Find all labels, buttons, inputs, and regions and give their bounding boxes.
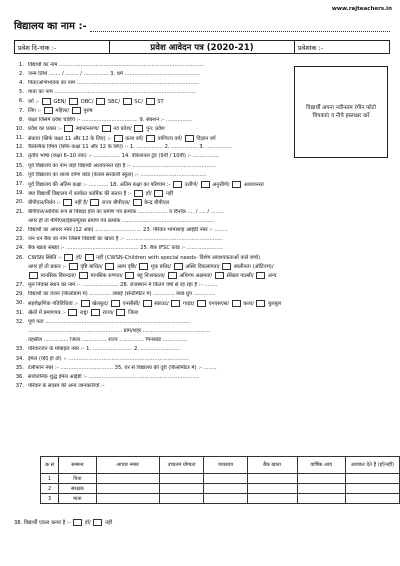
family-table-column-header: बैंक खाता xyxy=(247,457,297,474)
row-text[interactable]: वर्ग :- GEN/ OBC/ SBC/ SC/ ST xyxy=(28,98,164,105)
single-girl-question: 38. विद्यार्थी एकल कन्या है :- हाँ/ नहीं xyxy=(14,520,113,526)
row-number: 31. xyxy=(15,309,24,316)
row-number: 2. xyxy=(19,70,24,77)
checkbox[interactable] xyxy=(134,125,143,132)
form-row xyxy=(14,198,390,207)
checkbox[interactable] xyxy=(125,272,134,279)
table-input-cell[interactable] xyxy=(345,474,399,484)
form-row xyxy=(14,290,390,299)
checkbox[interactable] xyxy=(173,181,182,188)
family-table-header xyxy=(41,457,400,474)
school-name-line[interactable] xyxy=(90,23,390,32)
row-number: 32. xyxy=(15,318,24,325)
row-text[interactable]: पूर्ण पता ........................................................................................ xyxy=(28,318,191,325)
checkbox[interactable] xyxy=(72,107,81,114)
table-row xyxy=(41,494,400,504)
form-row xyxy=(14,170,390,179)
row-number: 20. xyxy=(15,199,24,206)
row-text[interactable]: बीपीएल/आर्थिक रूप से पिछड़ा होने का प्रमाण पत्र क्रमांक .................. व दिनांक .... / .... / ........ xyxy=(28,208,225,215)
row-number: 26. xyxy=(15,254,24,261)
form-title: प्रवेश आवेदन पत्र (2020-21) xyxy=(110,40,294,54)
row-number: 22. xyxy=(15,226,24,233)
form-row xyxy=(14,78,390,87)
form-row xyxy=(14,124,390,133)
row-number: 19. xyxy=(15,190,24,197)
row-number: 7. xyxy=(19,107,24,114)
form-row xyxy=(14,179,390,188)
form-row xyxy=(14,69,390,78)
table-input-cell[interactable] xyxy=(204,484,247,494)
row-number: 16. xyxy=(15,171,24,178)
row-text[interactable]: जन्म तिथि ....... / ........ / ............... 3. धर्म .............................................. xyxy=(28,70,201,77)
row-number: 10. xyxy=(15,125,24,132)
row-number: 8. xyxy=(19,116,24,123)
row-text[interactable]: तहसील ............... जिला ............... राज्य ............... पिनकोड ............... xyxy=(28,337,188,344)
row-number: 27. xyxy=(15,282,24,289)
checkbox[interactable] xyxy=(111,300,120,307)
checkbox[interactable] xyxy=(232,300,241,307)
checkbox[interactable] xyxy=(73,519,82,526)
table-cell: 3 xyxy=(41,494,59,504)
row-number: 34. xyxy=(15,355,24,362)
form-row xyxy=(14,317,390,326)
checkbox[interactable] xyxy=(168,272,177,279)
row-number: 37. xyxy=(15,383,24,390)
row-text[interactable]: परिवार के सदस्य की अन्य जानकारियाँ :- xyxy=(28,383,105,390)
table-input-cell[interactable] xyxy=(204,494,247,504)
table-input-cell[interactable] xyxy=(345,484,399,494)
row-text[interactable]: अगर हाँ तो प्रकार :- दृष्टि बाधित/ अल्प दृष्टि/ मूक बधिर/ अस्थि विकलांगता/ स्वलीनता (ऑटिज्म)/ xyxy=(28,264,274,271)
form-row xyxy=(14,143,390,152)
checkbox[interactable] xyxy=(174,263,183,270)
checkbox[interactable] xyxy=(134,190,143,197)
row-text[interactable]: माता का नाम ...................................................................................... xyxy=(28,89,197,96)
family-table-column-header: आधार नम्बर xyxy=(96,457,159,474)
checkbox[interactable] xyxy=(232,181,241,188)
checkbox[interactable] xyxy=(116,309,125,316)
form-row xyxy=(14,382,390,391)
row-number: 11. xyxy=(15,135,24,142)
checkbox[interactable] xyxy=(133,199,142,206)
checkbox[interactable] xyxy=(105,263,114,270)
checkbox[interactable] xyxy=(171,300,180,307)
table-input-cell[interactable] xyxy=(345,494,399,504)
family-table-column-header: आयकर देते हैं (हाँ/नहीं) xyxy=(345,457,399,474)
form-row xyxy=(14,207,390,216)
row-text[interactable]: तृतीय भाषा (कक्षा 6–10 तक) :- ................ 14. वोकेशनल ट्रेड (9वीं / 10वीं) :- ................ xyxy=(28,153,220,160)
checkbox[interactable] xyxy=(114,135,123,142)
checkbox[interactable] xyxy=(185,135,194,142)
form-row xyxy=(14,189,390,198)
checkbox[interactable] xyxy=(197,300,206,307)
row-text[interactable]: ......................................................... ग्राम/शहर ......................................... xyxy=(28,328,211,335)
table-input-cell[interactable] xyxy=(247,494,297,504)
checkbox[interactable] xyxy=(222,263,231,270)
table-input-cell[interactable] xyxy=(96,474,159,484)
row-text[interactable]: विद्यार्थी का आधार नंबर (12 अंक) ............................ 23. परिवार भामाशाह आईडी नंबर :- ........ xyxy=(28,226,228,233)
checkbox[interactable] xyxy=(85,254,94,261)
row-number: 23. xyxy=(15,236,24,243)
checkbox[interactable] xyxy=(29,272,38,279)
row-text[interactable]: लिंग :- महिला/ पुरुष xyxy=(28,108,93,115)
checkbox[interactable] xyxy=(146,98,155,105)
row-text[interactable]: अगर हाँ तो बीपीएल/ईडब्ल्यूएस प्रमाण पत्र क्रमांक ........................................................ xyxy=(28,217,215,224)
table-input-cell[interactable] xyxy=(297,494,345,504)
row-number: 17. xyxy=(15,181,24,188)
row-text[interactable]: परिवारजन के मोबाइल नंबर :- 1. ........................ 2. ........................ xyxy=(28,346,181,353)
form-row xyxy=(14,372,390,381)
checkbox[interactable] xyxy=(42,98,51,105)
form-row xyxy=(14,354,390,363)
table-input-cell[interactable] xyxy=(297,474,345,484)
checkbox[interactable] xyxy=(91,309,100,316)
form-row xyxy=(14,244,390,253)
row-text[interactable]: मानसिक विमन्दता/ मानसिक रुग्णता/ बहु निःशक्तता/ अधिगम अक्षमता/ सेरेब्रल पाल्सी/ अन्य xyxy=(28,272,390,279)
row-number: 1. xyxy=(19,61,24,68)
form-row xyxy=(14,262,390,271)
row-text[interactable]: पूर्व विद्यालय का शाला दर्पण कोड (केवल सरकारी स्कूल) :- ........................................ xyxy=(28,171,207,178)
row-number: 21. xyxy=(15,208,24,215)
form-row xyxy=(14,60,390,69)
row-number: 24. xyxy=(15,245,24,252)
row-text[interactable]: विद्यार्थी का नाम ........................................................................................ xyxy=(28,61,205,68)
checkbox[interactable] xyxy=(146,135,155,142)
row-number: 35. xyxy=(15,364,24,371)
photo-box: विद्यार्थी अपना नवीनतम रंगीन फोटो चिपकाएं व नीचे हस्ताक्षर करें xyxy=(294,66,388,158)
form-row xyxy=(14,106,390,115)
form-row xyxy=(14,161,390,170)
checkbox[interactable] xyxy=(64,254,73,261)
checkbox[interactable] xyxy=(64,125,73,132)
row-number: 30. xyxy=(15,300,24,307)
row-text[interactable]: खेलों में प्रमाणपत्र :- राष्ट्र/ राज्य/ जिला xyxy=(28,310,139,317)
checkbox[interactable] xyxy=(90,199,99,206)
form-row xyxy=(14,97,390,106)
row-text[interactable]: क्या विद्यार्थी विद्यालय में कार्यरत कार्मिक की संतान है :- हाँ/ नहीं xyxy=(28,190,173,197)
form-row xyxy=(14,235,390,244)
row-text[interactable]: CWSN स्थिति :- हाँ/ नहीं (CWSN-Children with special needs- विशेष आवश्यकताओं वाले बच्चे) xyxy=(28,255,261,262)
family-table-column-header: व्यवसाय xyxy=(204,457,247,474)
form-row xyxy=(14,336,390,345)
row-text[interactable]: सार्वजनिक शुद्ध ईमेल आईडी :- ................................................................... xyxy=(28,373,199,380)
table-cell: 2 xyxy=(41,484,59,494)
table-input-cell[interactable] xyxy=(159,484,204,494)
table-cell: संरक्षक xyxy=(59,484,96,494)
form-row xyxy=(14,281,390,290)
row-number: 5. xyxy=(19,89,24,96)
row-text[interactable]: बैंक खाता संख्या :- ............................................ 25. बैंक IFSC कोड :- ...................... xyxy=(28,245,223,252)
row-text[interactable]: मूल निवास स्थान का नाम :- ...................... 28. राजस्थान में कितने वर्षो से रह रहा है :- ........ xyxy=(28,282,218,289)
row-text[interactable]: कक्षा जिसमें प्रवेश चाहिये :- .................................. 9. सेक्शन :- ................ xyxy=(28,116,193,123)
table-row xyxy=(41,484,400,494)
checkbox[interactable] xyxy=(143,300,152,307)
checkbox[interactable] xyxy=(256,272,265,279)
checkbox[interactable] xyxy=(69,263,78,270)
school-name-field xyxy=(14,18,390,32)
form-row xyxy=(14,363,390,372)
form-row xyxy=(14,225,390,234)
checkbox[interactable] xyxy=(123,98,132,105)
form-header xyxy=(14,40,390,54)
form-row xyxy=(14,308,390,317)
checkbox[interactable] xyxy=(63,199,72,206)
row-text[interactable]: जन धन बैंक का नाम जिसमें विद्यार्थी का खाता है :- ........................................................... xyxy=(28,236,223,243)
admission-date-box[interactable]: प्रवेश दि-नांक :- xyxy=(14,40,110,54)
row-text[interactable]: पिता/अभिभावक का नाम .......................................................................... xyxy=(28,79,199,86)
table-input-cell[interactable] xyxy=(96,494,159,504)
checkbox[interactable] xyxy=(102,125,111,132)
row-text[interactable]: प्रवेश का प्रकार :- स्थानान्तरण/ नव प्रवेश/ पुन: प्रवेश xyxy=(28,126,165,133)
checkbox[interactable] xyxy=(93,519,102,526)
table-cell: 1 xyxy=(41,474,59,484)
checkbox[interactable] xyxy=(154,190,163,197)
family-table-column-header: क्र सं xyxy=(41,457,59,474)
form-row xyxy=(14,216,390,225)
checkbox[interactable] xyxy=(201,181,210,188)
table-input-cell[interactable] xyxy=(159,474,204,484)
checkbox[interactable] xyxy=(79,272,88,279)
row-text[interactable]: संकाय (सिर्फ कक्षा 11 और 12 के लिए) :- कला वर्ग/ वाणिज्य वर्ग/ विज्ञान वर्ग xyxy=(28,135,216,142)
row-number: 12. xyxy=(15,144,24,151)
family-table-column-header: सम्बन्ध xyxy=(59,457,96,474)
row-number: 4. xyxy=(19,79,24,86)
form-row xyxy=(14,88,390,97)
table-cell: पिता xyxy=(59,474,96,484)
table-input-cell[interactable] xyxy=(159,494,204,504)
row-number: 29. xyxy=(15,291,24,298)
form-rows xyxy=(14,60,390,391)
table-input-cell[interactable] xyxy=(96,484,159,494)
form-row xyxy=(14,299,390,308)
table-input-cell[interactable] xyxy=(247,474,297,484)
form-row xyxy=(14,134,390,143)
row-number: 36. xyxy=(15,373,24,380)
checkbox[interactable] xyxy=(68,309,77,316)
row-number: 15. xyxy=(15,162,24,169)
checkbox[interactable] xyxy=(81,300,90,307)
table-input-cell[interactable] xyxy=(204,474,247,484)
row-number: 13. xyxy=(15,153,24,160)
table-row xyxy=(41,474,400,484)
row-text[interactable]: टेलीफोन नंबर :- ................................ 35. घर से विद्यालय की दूरी (किलोमीटर में) :- ........ xyxy=(28,364,217,371)
row-text[interactable]: विद्यार्थी का वजन (किलोग्राम में) ............. लंबाई (सेन्टीमीटर में) ............. ब्लड ग्रुप ............. xyxy=(28,291,216,298)
row-number: 33. xyxy=(15,346,24,353)
row-text[interactable]: ईमेल (यदि हो तो) :- ......................................................................... xyxy=(28,355,189,362)
row-number: 6. xyxy=(19,98,24,105)
form-row xyxy=(14,115,390,124)
site-url: www.rajteachers.in xyxy=(331,6,392,12)
family-table-column-header: वार्षिक आय xyxy=(297,457,345,474)
checkbox[interactable] xyxy=(139,263,148,270)
form-row xyxy=(14,326,390,335)
school-name-label: विद्यालय का नाम :- xyxy=(14,21,87,32)
family-table-column-header: उच्चतम योग्यता xyxy=(159,457,204,474)
checkbox[interactable] xyxy=(256,300,265,307)
checkbox[interactable] xyxy=(215,272,224,279)
table-cell: माता xyxy=(59,494,96,504)
form-row xyxy=(14,345,390,354)
form-row xyxy=(14,253,390,262)
table-input-cell[interactable] xyxy=(297,484,345,494)
row-text[interactable]: सहशैक्षणिक गतिविधियां :- खेलकूद/ एनसीसी/ स्काउट/ गाइड/ एनएसएस/ कला/ बुलबुल xyxy=(28,300,282,307)
checkbox[interactable] xyxy=(44,107,53,114)
checkbox[interactable] xyxy=(96,98,105,105)
table-input-cell[interactable] xyxy=(247,484,297,494)
form-row xyxy=(14,152,390,161)
row-text[interactable]: वैकल्पिक विषय (सिर्फ कक्षा 11 और 12 के लिए) :- 1. ................ 2. ................ 3. ................ xyxy=(28,144,233,151)
family-table xyxy=(40,456,400,504)
row-text[interactable]: पूर्व विद्यालय का नाम जहां विद्यार्थी अध्ययनरत रहा है :- ................................................... xyxy=(28,162,217,169)
row-text[interactable]: बीपीएल/निर्धन :- नहीं है/ राज्य बीपीएल/ केन्द्र बीपीएल xyxy=(28,199,170,206)
row-text[interactable]: पूर्व विद्यालय की अंतिम कक्षा :- ............ 18. अंतिम कक्षा का परिणाम :- उत्तीर्ण/ अनुत्तीर्ण/ अध्ययनरत xyxy=(28,181,264,188)
admission-number-box[interactable]: प्रवेशांक :- xyxy=(294,40,390,54)
form-row xyxy=(14,271,390,280)
checkbox[interactable] xyxy=(69,98,78,105)
